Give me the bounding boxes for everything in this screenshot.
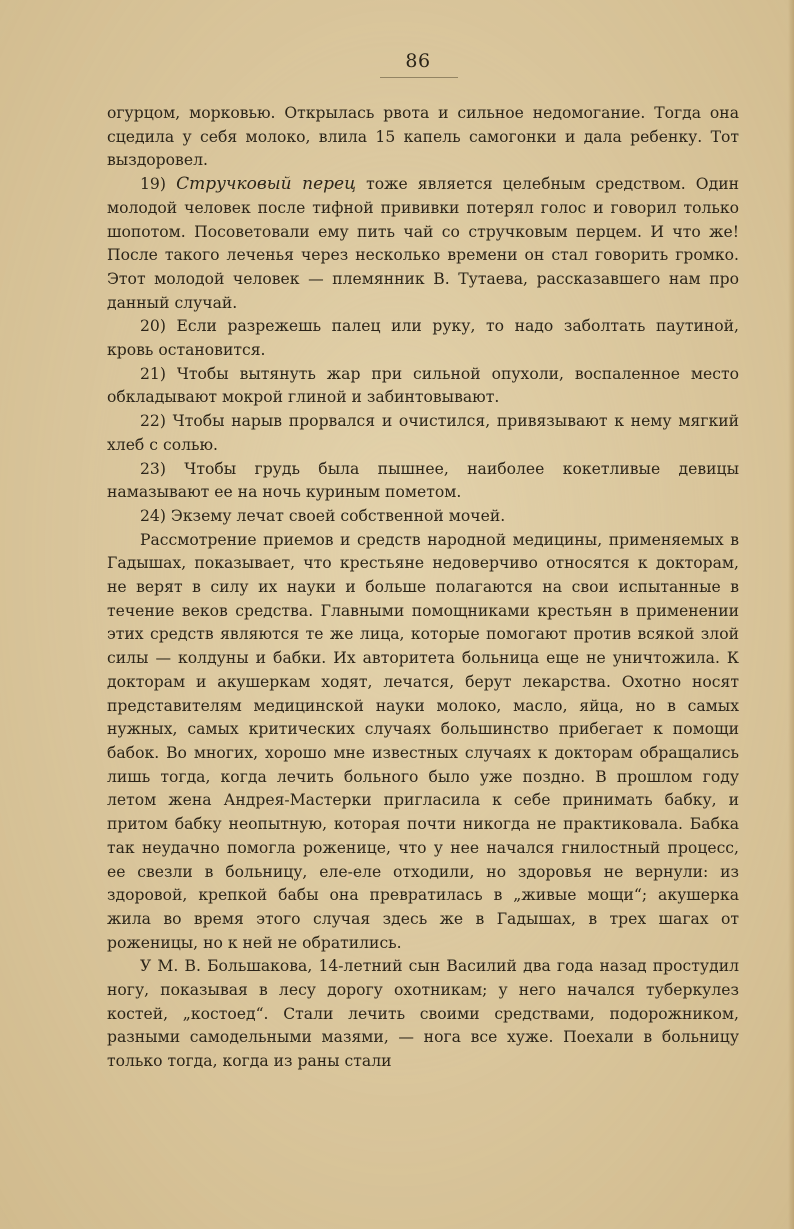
paragraph-continuation: огурцом, морковью. Открылась рвота и сильное недомогание. Тогда она сцедила у себя молоко, влила 15 капель самогонки и дала ребенку. Тот выздоровел. bbox=[107, 104, 739, 170]
paragraph-case: У М. В. Большакова, 14-летний сын Василий два года назад простудил ногу, показывая в лесу дорогу охотникам; у него начался туберкулез костей, „костоед“. Стали лечить своими средствами, подорожником, разными самодельными мазями, — нога все хуже. Поехали в больницу только тогда, когда из раны стали bbox=[107, 957, 739, 1071]
page-number: 86 bbox=[405, 50, 431, 72]
paragraph-item-22: 22) Чтобы нарыв прорвался и очистился, привязывают к нему мягкий хлеб с солью. bbox=[107, 412, 739, 454]
paragraph-item-23: 23) Чтобы грудь была пышнее, наиболее кокетливые девицы намазывают ее на ночь куриным пометом. bbox=[107, 459, 739, 502]
page-number-rule bbox=[380, 77, 458, 78]
paragraph-discussion: Рассмотрение приемов и средств народной медицины, применяемых в Гадышах, показывает, что крестьяне недоверчиво относятся к докторам, не верят в силу их науки и больше полагаются на свои испытанные в течение веков средства. Главными помощниками крестьян в применении этих средств являются те же лица, которые помогают против всякой злой силы — колдуны и бабки. Их авторитета больница еще не уничтожила. К докторам и акушеркам ходят, лечатся, берут лекарства. Охотно носят представителям медицинской науки молоко, масло, яйца, но в самых нужных, самых критических случаях большинство прибегает к помощи бабок. Во многих, хорошо мне известных случаях к докторам обращались лишь тогда, когда лечить больного было уже поздно. В прошлом году летом жена Андрея-Мастерки пригласила к себе принимать бабку, и притом бабку неопытную, которая почти никогда не практиковала. Бабка так неудачно помогла роженице, что у нее начался гнилостный процесс, ее свезли в больницу, еле-еле отходили, но здоровья не вернули: из здоровой, крепкой бабы она превратилась в „живые мощи“; акушерка жила во время этого случая здесь же в Гадышах, в трех шагах от роженицы, но к ней не обратились. bbox=[107, 530, 739, 952]
paragraph-item-21: 21) Чтобы вытянуть жар при сильной опухоли, воспаленное место обкладывают мокрой глиной и забинтовывают. bbox=[107, 364, 739, 407]
body-text bbox=[107, 102, 739, 1074]
italic-term: Стручковый перец bbox=[176, 174, 356, 195]
paragraph-item-19 bbox=[107, 173, 739, 315]
paragraph-item-20: 20) Если разрежешь палец или руку, то надо заболтать паутиной, кровь остановится. bbox=[107, 317, 739, 360]
item-number: 19) bbox=[140, 175, 166, 194]
paragraph-text: тоже является целебным средством. Один молодой человек после тифной прививки потерял голос и говорил только шопотом. Посоветовали ему пить чай со стручковым перцем. И что же! После такого леченья через несколько времени он стал говорить громко. Этот молодой человек — племянник В. Тутаева, рассказавшего нам про данный случай. bbox=[107, 175, 739, 312]
page-edge-shadow bbox=[788, 0, 794, 1229]
paragraph-item-24: 24) Экзему лечат своей собственной мочей. bbox=[140, 506, 506, 525]
